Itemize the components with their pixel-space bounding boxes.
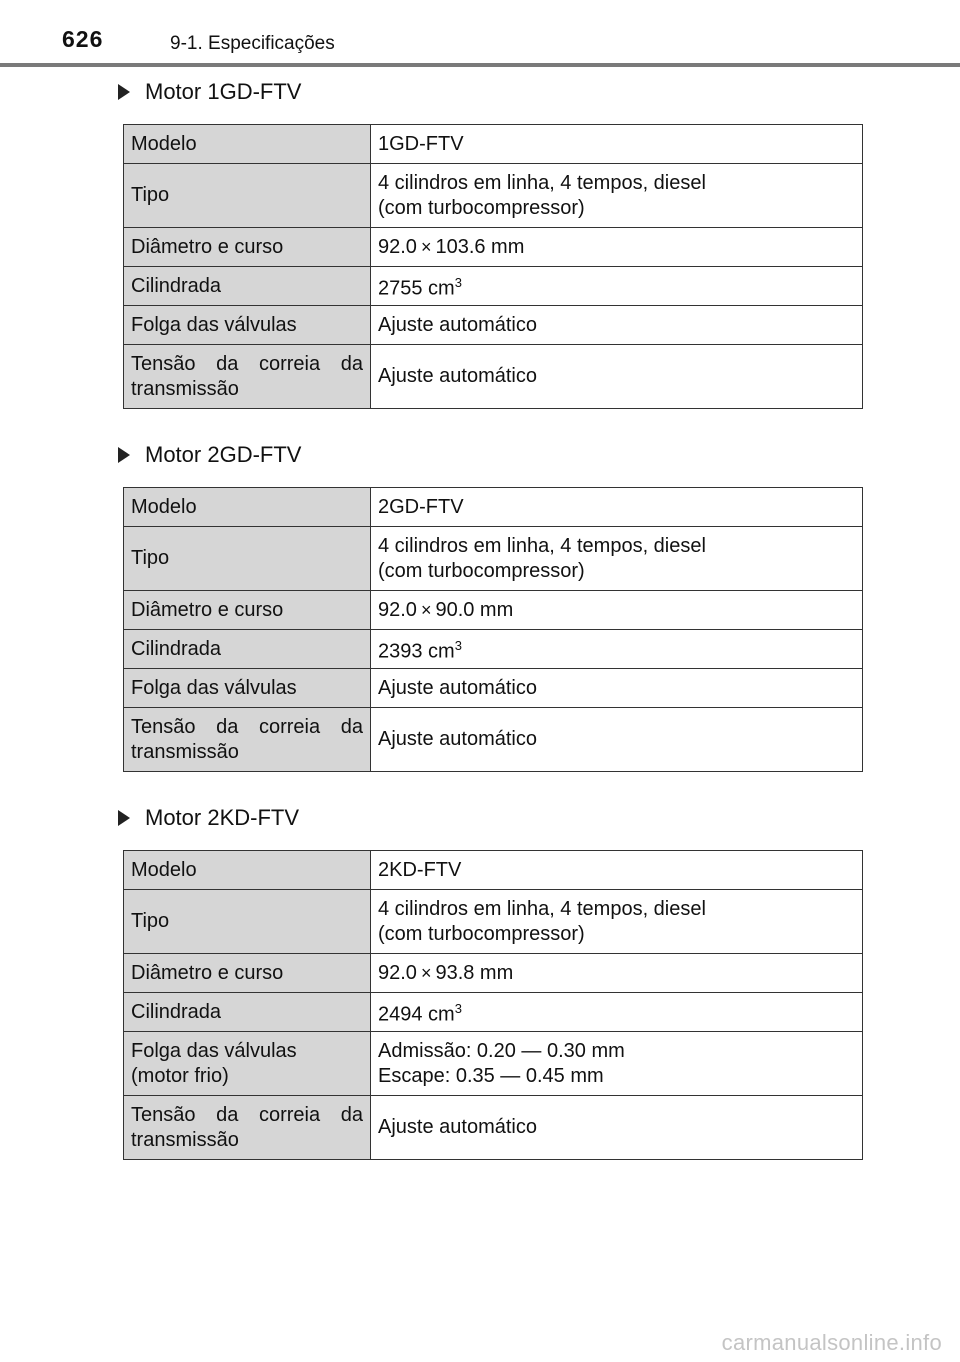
row-label: Modelo (124, 851, 371, 890)
engine-section-1gd (114, 77, 874, 400)
row-label: Folga das válvulas (124, 669, 371, 708)
row-label: Diâmetro e curso (124, 591, 371, 630)
row-value: 2KD-FTV (371, 851, 863, 890)
row-value (371, 228, 863, 267)
row-label: Folga das válvulas (124, 306, 371, 345)
table-row (124, 228, 863, 267)
value-line: 4 cilindros em linha, 4 tempos, diesel (378, 897, 706, 920)
engine-section-2gd (114, 440, 874, 763)
row-label: Tipo (124, 890, 371, 954)
table-row (124, 164, 863, 228)
value-line: 4 cilindros em linha, 4 tempos, diesel (378, 534, 706, 557)
row-value (371, 527, 863, 591)
row-label: Cilindrada (124, 267, 371, 306)
row-label: Diâmetro e curso (124, 228, 371, 267)
engine-heading (114, 803, 874, 833)
row-value: Ajuste automático (371, 1096, 863, 1160)
engine-title: Motor 2GD-FTV (145, 442, 302, 467)
table-row (124, 488, 863, 527)
page-header (0, 0, 960, 66)
triangle-bullet-icon (118, 447, 130, 463)
row-label (124, 1032, 371, 1096)
multiply-sign: × (420, 236, 432, 257)
row-value (371, 1032, 863, 1096)
row-label: Tensão da correia da transmissão (124, 1096, 371, 1160)
stroke-value: 90.0 mm (435, 598, 514, 621)
section-title: 9-1. Especificações (170, 33, 335, 54)
value-line: Escape: 0.35 — 0.45 mm (378, 1064, 604, 1087)
superscript: 3 (454, 638, 462, 654)
table-row (124, 630, 863, 669)
label-line: (motor frio) (131, 1064, 229, 1087)
triangle-bullet-icon (118, 810, 130, 826)
spec-table (123, 124, 863, 409)
table-row (124, 993, 863, 1032)
spec-table (123, 487, 863, 772)
row-value (371, 993, 863, 1032)
value-line: (com turbocompressor) (378, 559, 585, 582)
table-row (124, 267, 863, 306)
row-value (371, 890, 863, 954)
row-label: Cilindrada (124, 993, 371, 1032)
row-value (371, 164, 863, 228)
row-label: Tipo (124, 527, 371, 591)
row-value: Ajuste automático (371, 708, 863, 772)
table-row (124, 954, 863, 993)
label-line: Folga das válvulas (131, 1039, 297, 1062)
table-row (124, 591, 863, 630)
row-value: Ajuste automático (371, 345, 863, 409)
table-row (124, 1032, 863, 1096)
stroke-value: 93.8 mm (435, 961, 514, 984)
table-row (124, 890, 863, 954)
displacement-value: 2755 cm (378, 277, 455, 300)
table-row (124, 1096, 863, 1160)
bore-value: 92.0 (378, 235, 417, 258)
table-row (124, 125, 863, 164)
page-number: 626 (62, 26, 104, 52)
bore-value: 92.0 (378, 598, 417, 621)
table-row (124, 708, 863, 772)
row-value: Ajuste automático (371, 306, 863, 345)
bore-value: 92.0 (378, 961, 417, 984)
row-label: Tensão da correia da transmissão (124, 708, 371, 772)
engine-section-2kd (114, 803, 874, 1151)
displacement-value: 2494 cm (378, 1003, 455, 1026)
row-label: Tipo (124, 164, 371, 228)
row-value (371, 630, 863, 669)
row-label: Cilindrada (124, 630, 371, 669)
triangle-bullet-icon (118, 84, 130, 100)
multiply-sign: × (420, 962, 432, 983)
engine-title: Motor 2KD-FTV (145, 805, 300, 830)
row-label: Modelo (124, 125, 371, 164)
multiply-sign: × (420, 599, 432, 620)
table-row (124, 669, 863, 708)
superscript: 3 (454, 275, 462, 291)
superscript: 3 (454, 1001, 462, 1017)
row-value: Ajuste automático (371, 669, 863, 708)
displacement-value: 2393 cm (378, 640, 455, 663)
row-value (371, 954, 863, 993)
watermark: carmanualsonline.info (721, 1330, 942, 1355)
header-divider (0, 63, 960, 67)
table-row (124, 851, 863, 890)
table-row (124, 306, 863, 345)
table-row (124, 527, 863, 591)
table-row (124, 345, 863, 409)
row-label: Diâmetro e curso (124, 954, 371, 993)
value-line: 4 cilindros em linha, 4 tempos, diesel (378, 171, 706, 194)
spec-table (123, 850, 863, 1160)
value-line: (com turbocompressor) (378, 922, 585, 945)
engine-heading (114, 77, 874, 107)
stroke-value: 103.6 mm (435, 235, 525, 258)
value-line: (com turbocompressor) (378, 196, 585, 219)
row-label: Tensão da correia da transmissão (124, 345, 371, 409)
value-line: Admissão: 0.20 — 0.30 mm (378, 1039, 625, 1062)
engine-heading (114, 440, 874, 470)
row-value (371, 591, 863, 630)
row-value: 1GD-FTV (371, 125, 863, 164)
row-label: Modelo (124, 488, 371, 527)
engine-title: Motor 1GD-FTV (145, 79, 302, 104)
row-value: 2GD-FTV (371, 488, 863, 527)
row-value (371, 267, 863, 306)
